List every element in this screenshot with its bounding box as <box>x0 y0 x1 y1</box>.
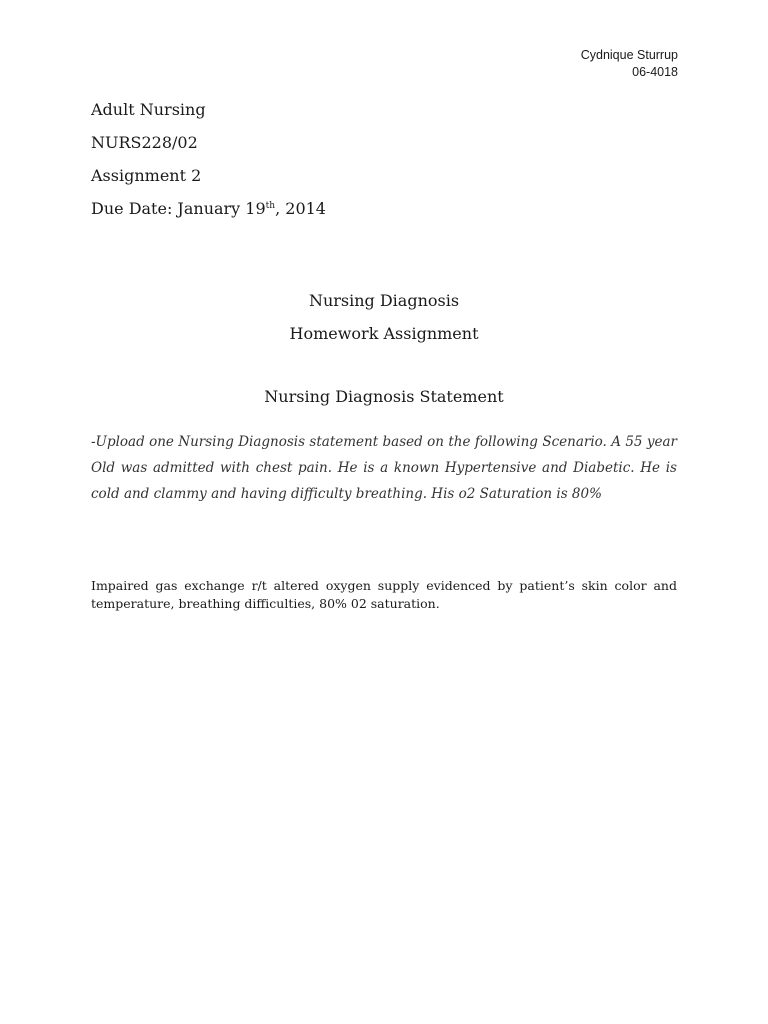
section-heading: Nursing Diagnosis Statement <box>264 387 504 406</box>
assignment-info <box>91 98 326 230</box>
due-date-prefix: Due Date: January 19 <box>91 199 266 218</box>
document-title: Nursing Diagnosis <box>308 291 460 310</box>
document-subtitle: Homework Assignment <box>289 324 479 343</box>
due-date <box>91 197 326 230</box>
due-date-year: , 2014 <box>275 199 326 218</box>
student-id: 06-4018 <box>632 65 678 79</box>
diagnosis-statement: Impaired gas exchange r/t altered oxygen supply evidenced by patient’s skin color and temperature, breathing difficulties, 80% 02 saturation. <box>91 578 677 611</box>
scenario-prompt: -Upload one Nursing Diagnosis statement based on the following Scenario. A 55 year Old was admitted with chest pain. He is a known Hypertensive and Diabetic. He is cold and clammy and having difficulty breathing. His o2 Saturation is 80% <box>91 434 677 502</box>
course-name: Adult Nursing <box>91 100 206 119</box>
assignment-number: Assignment 2 <box>91 166 202 185</box>
course-code: NURS228/02 <box>91 133 198 152</box>
author-name: Cydnique Sturrup <box>580 48 678 62</box>
due-date-ordinal: th <box>265 201 276 211</box>
document-header <box>581 47 678 81</box>
